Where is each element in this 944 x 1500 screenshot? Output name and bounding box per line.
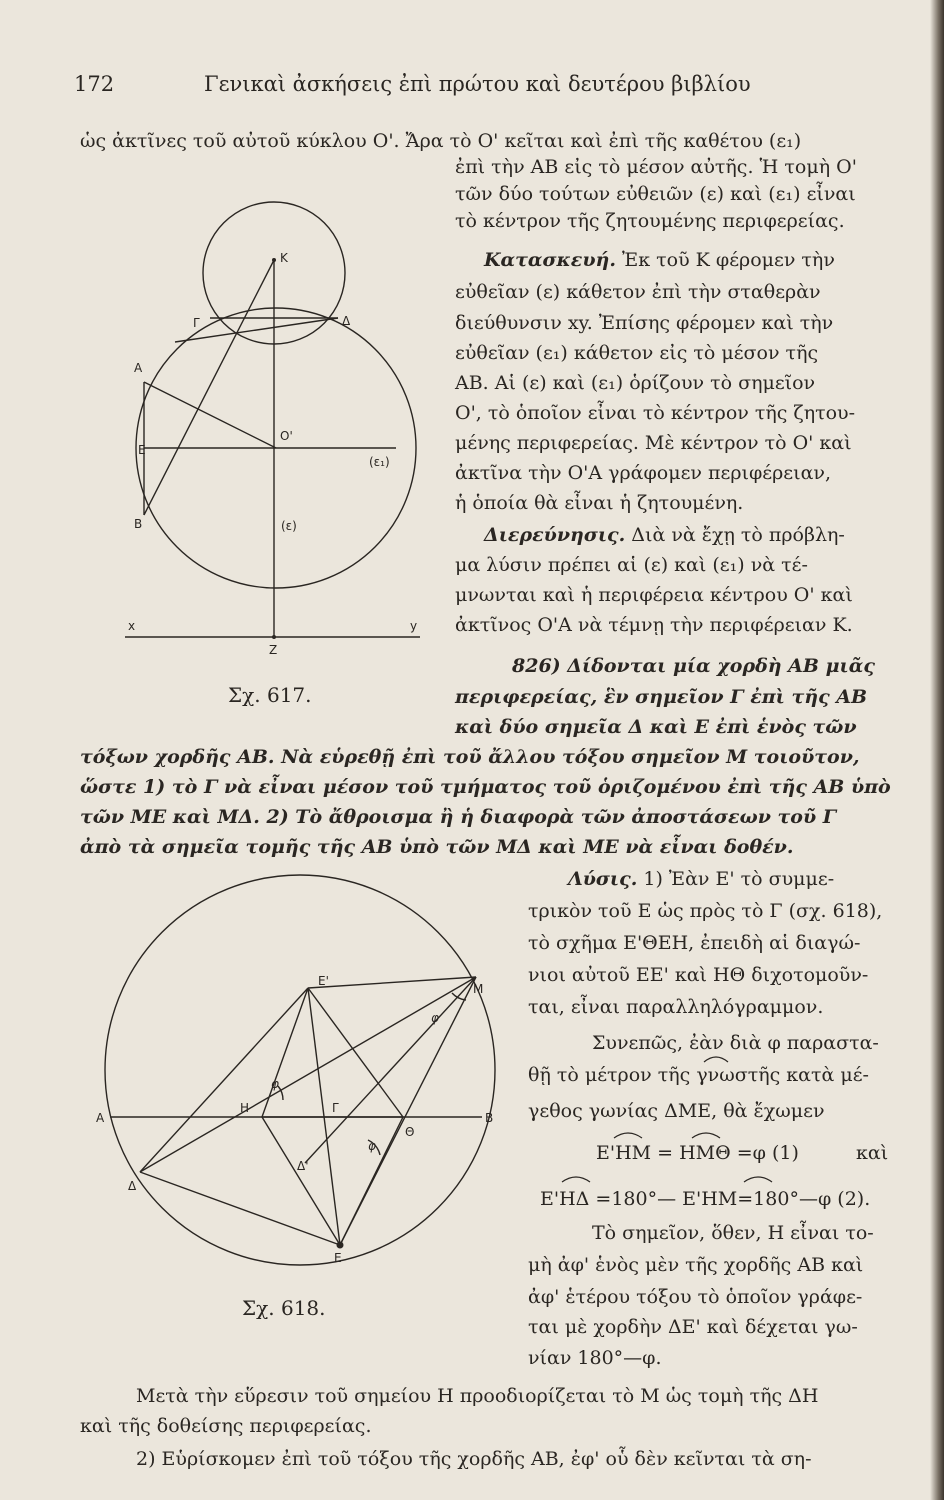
label-e1: (ε₁) xyxy=(369,455,390,469)
text-line: εὐθεῖαν (ε₁) κάθετον εἰς τὸ μέσον τῆς xyxy=(455,342,819,364)
label-o: O' xyxy=(280,429,293,443)
text-line: καὶ xyxy=(856,1142,889,1164)
label-phi-1: φ xyxy=(431,1011,439,1025)
text-line: νιοι αὐτοῦ EE' καὶ HΘ διχοτομοῦν- xyxy=(528,964,869,986)
text-line: μὴ ἀφ' ἑνὸς μὲν τῆς χορδῆς AB καὶ xyxy=(528,1254,864,1276)
label-eps: (ε) xyxy=(281,519,297,533)
label-a: A xyxy=(134,361,143,375)
text-line: γεθος γωνίας ΔME, θὰ ἔχωμεν xyxy=(528,1100,825,1122)
page-number: 172 xyxy=(74,72,115,96)
caption-618: Σχ. 618. xyxy=(242,1296,326,1320)
label-g: Γ xyxy=(193,316,200,330)
text-line: τρικὸν τοῦ E ὡς πρὸς τὸ Γ (σχ. 618), xyxy=(528,900,883,922)
text-line: Τὸ σημεῖον, ὅθεν, H εἶναι το- xyxy=(592,1222,874,1244)
label-th: Θ xyxy=(405,1125,415,1139)
exercise-826-line: τόξων χορδῆς AB. Νὰ εὑρεθῇ ἐπὶ τοῦ ἄλλου τόξου σημεῖον M τοιοῦτον, xyxy=(80,746,860,768)
exercise-826-line: 826) Δίδονται μία χορδὴ AB μιᾶς xyxy=(512,655,875,677)
text-line: τὸ κέντρον τῆς ζητουμένης περιφερείας. xyxy=(455,210,845,232)
exercise-826-line: ἀπὸ τὰ σημεῖα τομῆς τῆς AB ὑπὸ τῶν MΔ καὶ ME νὰ εἶναι δοθέν. xyxy=(80,836,794,858)
text-line: Ἐκ τοῦ K φέρομεν τὴν xyxy=(615,249,835,271)
label-e-prime: E' xyxy=(318,974,329,988)
equation-1: E'HM = HMΘ =φ (1) xyxy=(596,1142,799,1164)
label-d: Δ xyxy=(128,1179,137,1193)
text-line: ὡς ἀκτῖνες τοῦ αὐτοῦ κύκλου O'. Ἄρα τὸ O' κεῖται καὶ ἐπὶ τῆς καθέτου (ε₁) xyxy=(80,130,802,152)
exercise-826-line: περιφερείας, ἓν σημεῖον Γ ἐπὶ τῆς AB xyxy=(455,686,868,708)
label-h: H xyxy=(240,1101,250,1115)
exercise-826-line: ὥστε 1) τὸ Γ νὰ εἶναι μέσον τοῦ τμήματος τοῦ ὁριζομένου ἐπὶ τῆς AB ὑπὸ xyxy=(80,776,891,798)
text-line: O', τὸ ὁποῖον εἶναι τὸ κέντρον τῆς ζητου- xyxy=(455,402,856,424)
text-line: ἐπὶ τὴν AB εἰς τὸ μέσον αὐτῆς. Ἡ τομὴ O' xyxy=(455,156,857,178)
label-g: Γ xyxy=(332,1101,339,1115)
text-line: ἀκτῖνος O'A νὰ τέμνῃ τὴν περιφέρειαν K. xyxy=(455,614,853,636)
label-b: B xyxy=(485,1111,494,1125)
label-a: A xyxy=(96,1111,105,1125)
text-line: 2) Εὑρίσκομεν ἐπὶ τοῦ τόξου τῆς χορδῆς AB, ἐφ' οὗ δὲν κεῖνται τὰ ση- xyxy=(136,1448,812,1470)
text-line: ται μὲ χορδὴν ΔE' καὶ δέχεται γω- xyxy=(528,1316,858,1338)
running-title: Γενικαὶ ἀσκήσεις ἐπὶ πρώτου καὶ δευτέρου βιβλίου xyxy=(204,72,751,96)
text-line: Διὰ νὰ ἔχῃ τὸ πρόβλη- xyxy=(625,524,845,546)
text-line: μνωνται καὶ ἡ περιφέρεια κέντρου O' καὶ xyxy=(455,584,853,606)
section-heading: Κατασκευή. xyxy=(484,249,616,271)
text-line: ἀκτῖνα τὴν O'A γράφομεν περιφέρειαν, xyxy=(455,462,831,484)
label-phi-2: φ xyxy=(271,1077,279,1091)
text-line: θῇ τὸ μέτρον τῆς γνωστῆς κατὰ μέ- xyxy=(528,1064,869,1086)
text-line: τῶν δύο τούτων εὐθειῶν (ε) καὶ (ε₁) εἶναι xyxy=(455,183,856,205)
label-b: B xyxy=(134,517,143,531)
label-e: E xyxy=(334,1251,342,1265)
text-line: εὐθεῖαν (ε) κάθετον ἐπὶ τὴν σταθερὰν xyxy=(455,281,821,303)
text-line: νίαν 180°—φ. xyxy=(528,1347,662,1369)
label-e: E xyxy=(138,443,146,457)
text-line: ἀφ' ἑτέρου τόξου τὸ ὁποῖον γράφε- xyxy=(528,1286,863,1308)
text-line: ἡ ὁποία θὰ εἶναι ἡ ζητουμένη. xyxy=(455,492,744,514)
text-line: 1) Ἐὰν E' τὸ συμμε- xyxy=(637,868,835,890)
text-line: μα λύσιν πρέπει αἱ (ε) καὶ (ε₁) νὰ τέ- xyxy=(455,554,808,576)
text-line: μένης περιφερείας. Μὲ κέντρον τὸ O' καὶ xyxy=(455,432,852,454)
label-phi-3: φ xyxy=(368,1139,376,1153)
section-heading: Λύσις. xyxy=(568,868,638,890)
section-heading: Διερεύνησις. xyxy=(484,524,626,546)
text-line: ται, εἶναι παραλληλόγραμμον. xyxy=(528,996,824,1018)
text-line: καὶ τῆς δοθείσης περιφερείας. xyxy=(80,1415,372,1437)
text-line: διεύθυνσιν xy. Ἐπίσης φέρομεν καὶ τὴν xyxy=(455,312,834,334)
exercise-826-line: καὶ δύο σημεῖα Δ καὶ E ἐπὶ ἑνὸς τῶν xyxy=(455,716,857,738)
label-d-prime: Δ' xyxy=(297,1159,309,1173)
label-x: x xyxy=(128,619,136,633)
label-m: M xyxy=(473,982,484,996)
equation-2: E'HΔ =180°— E'HM=180°—φ (2). xyxy=(540,1188,871,1210)
caption-617: Σχ. 617. xyxy=(228,683,312,707)
text-line: τὸ σχῆμα E'ΘEH, ἐπειδὴ αἱ διαγώ- xyxy=(528,932,861,954)
text-line: Συνεπῶς, ἐὰν διὰ φ παραστα- xyxy=(592,1032,879,1054)
exercise-826-line: τῶν ME καὶ MΔ. 2) Τὸ ἄθροισμα ἢ ἡ διαφορὰ τῶν ἀποστάσεων τοῦ Γ xyxy=(80,806,837,828)
text-line: AB. Αἱ (ε) καὶ (ε₁) ὁρίζουν τὸ σημεῖον xyxy=(455,372,816,394)
label-y: y xyxy=(410,619,418,633)
text-line: Μετὰ τὴν εὕρεσιν τοῦ σημείου H προοδιορίζεται τὸ M ὡς τομὴ τῆς ΔH xyxy=(136,1385,819,1407)
label-k: K xyxy=(280,251,288,265)
label-d: Δ xyxy=(342,314,351,328)
label-z: Z xyxy=(269,643,278,657)
